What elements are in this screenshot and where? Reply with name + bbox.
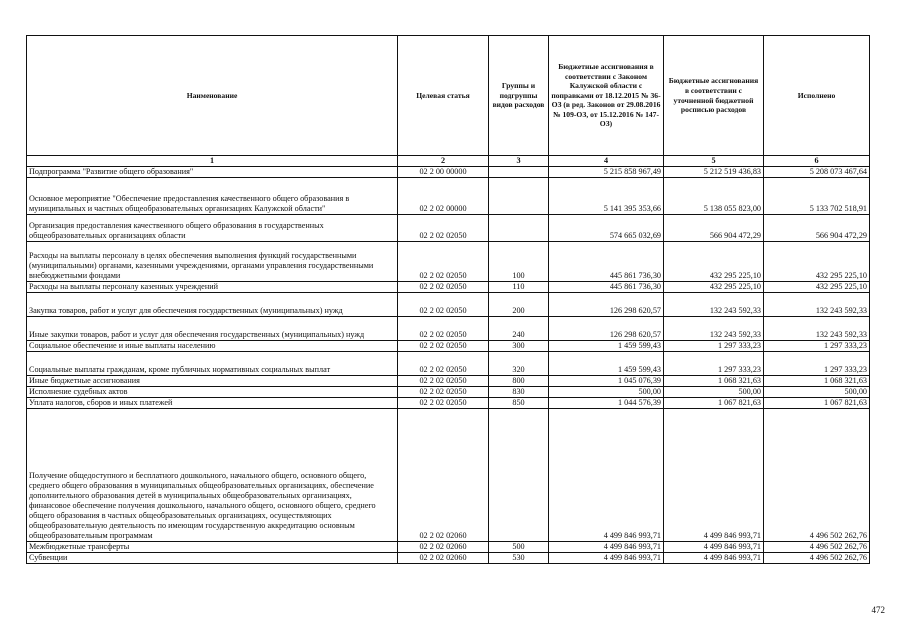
row-executed-amount: 4 496 502 262,76	[764, 553, 870, 564]
row-target-article: 02 2 02 02050	[398, 293, 489, 317]
table-row	[27, 542, 870, 553]
row-executed-amount: 132 243 592,33	[764, 293, 870, 317]
row-target-article: 02 2 02 02050	[398, 317, 489, 341]
row-target-article: 02 2 02 02050	[398, 282, 489, 293]
header-executed: Исполнено	[764, 36, 870, 156]
row-name: Расходы на выплаты персоналу в целях обеспечения выполнения функций государственными (муниципальными) органами, казенными учреждениями, органами управления государственными внебюджетными фондами	[27, 242, 398, 282]
row-executed-amount: 566 904 472,29	[764, 215, 870, 242]
table-row	[27, 282, 870, 293]
row-executed-amount: 1 297 333,23	[764, 352, 870, 376]
row-name: Исполнение судебных актов	[27, 387, 398, 398]
row-expense-group: 200	[489, 293, 549, 317]
row-target-article: 02 2 02 02050	[398, 398, 489, 409]
column-number: 2	[398, 156, 489, 167]
row-target-article: 02 2 02 02060	[398, 553, 489, 564]
budget-execution-table	[26, 35, 870, 564]
row-target-article: 02 2 02 02050	[398, 341, 489, 352]
table-row	[27, 293, 870, 317]
row-executed-amount: 5 208 073 467,64	[764, 167, 870, 178]
row-refined-amount: 1 067 821,63	[664, 398, 764, 409]
row-name: Социальные выплаты гражданам, кроме публичных нормативных социальных выплат	[27, 352, 398, 376]
row-target-article: 02 2 02 02050	[398, 387, 489, 398]
row-expense-group: 300	[489, 341, 549, 352]
row-executed-amount: 432 295 225,10	[764, 282, 870, 293]
row-target-article: 02 2 02 02050	[398, 215, 489, 242]
row-name: Субвенции	[27, 553, 398, 564]
row-law-amount: 4 499 846 993,71	[549, 409, 664, 542]
row-expense-group	[489, 167, 549, 178]
header-target-article: Целевая статья	[398, 36, 489, 156]
table-row	[27, 242, 870, 282]
column-number: 3	[489, 156, 549, 167]
row-expense-group: 530	[489, 553, 549, 564]
row-expense-group: 850	[489, 398, 549, 409]
row-refined-amount: 432 295 225,10	[664, 282, 764, 293]
row-refined-amount: 1 297 333,23	[664, 352, 764, 376]
row-name: Иные бюджетные ассигнования	[27, 376, 398, 387]
row-refined-amount: 1 068 321,63	[664, 376, 764, 387]
row-name: Уплата налогов, сборов и иных платежей	[27, 398, 398, 409]
row-target-article: 02 2 02 02050	[398, 242, 489, 282]
table-row	[27, 167, 870, 178]
row-name: Межбюджетные трансферты	[27, 542, 398, 553]
row-expense-group: 320	[489, 352, 549, 376]
header-expense-groups: Группы и подгруппы видов расходов	[489, 36, 549, 156]
row-executed-amount: 5 133 702 518,91	[764, 178, 870, 215]
row-law-amount: 5 141 395 353,66	[549, 178, 664, 215]
row-target-article: 02 2 02 02050	[398, 376, 489, 387]
page-number: 472	[871, 605, 885, 615]
row-expense-group: 800	[489, 376, 549, 387]
row-law-amount: 500,00	[549, 387, 664, 398]
row-refined-amount: 4 499 846 993,71	[664, 553, 764, 564]
row-name: Подпрограмма "Развитие общего образования"	[27, 167, 398, 178]
row-law-amount: 1 459 599,43	[549, 341, 664, 352]
table-row	[27, 376, 870, 387]
header-name: Наименование	[27, 36, 398, 156]
row-law-amount: 574 665 032,69	[549, 215, 664, 242]
row-expense-group	[489, 178, 549, 215]
row-expense-group	[489, 409, 549, 542]
row-name: Основное мероприятие "Обеспечение предоставления качественного общего образования в муниципальных и частных общеобразовательных организациях Калужской области"	[27, 178, 398, 215]
row-law-amount: 1 459 599,43	[549, 352, 664, 376]
column-number: 1	[27, 156, 398, 167]
row-expense-group: 100	[489, 242, 549, 282]
row-name: Иные закупки товаров, работ и услуг для обеспечения государственных (муниципальных) нужд	[27, 317, 398, 341]
column-number: 5	[664, 156, 764, 167]
row-law-amount: 445 861 736,30	[549, 282, 664, 293]
row-target-article: 02 2 02 02060	[398, 542, 489, 553]
row-executed-amount: 500,00	[764, 387, 870, 398]
header-refined-allocations: Бюджетные ассигнования в соответствии с уточненной бюджетной росписью расходов	[664, 36, 764, 156]
row-law-amount: 5 215 858 967,49	[549, 167, 664, 178]
row-target-article: 02 2 02 02060	[398, 409, 489, 542]
row-law-amount: 126 298 620,57	[549, 293, 664, 317]
table-row	[27, 178, 870, 215]
row-refined-amount: 5 212 519 436,83	[664, 167, 764, 178]
table-row	[27, 341, 870, 352]
row-name: Получение общедоступного и бесплатного дошкольного, начального общего, основного общего, среднего общего образования в муниципальных общеобразовательных организациях, обеспечение дополнительного образования детей в муниципальных общеобразовательных организациях, финансовое обеспечение получения дошкольного, начального общего, основного общего, среднего общего образования в частных общеобразовательных организациях, осуществляющих общеобразовательную деятельность по имеющим государственную аккредитацию основным общеобразовательным программам	[27, 409, 398, 542]
row-expense-group: 240	[489, 317, 549, 341]
table-row	[27, 553, 870, 564]
row-refined-amount: 432 295 225,10	[664, 242, 764, 282]
row-expense-group: 500	[489, 542, 549, 553]
table-row	[27, 387, 870, 398]
row-expense-group	[489, 215, 549, 242]
row-refined-amount: 1 297 333,23	[664, 341, 764, 352]
row-refined-amount: 132 243 592,33	[664, 317, 764, 341]
column-number: 6	[764, 156, 870, 167]
row-target-article: 02 2 02 02050	[398, 352, 489, 376]
column-number-row	[27, 156, 870, 167]
row-law-amount: 1 044 576,39	[549, 398, 664, 409]
row-executed-amount: 4 496 502 262,76	[764, 409, 870, 542]
table-row	[27, 317, 870, 341]
row-executed-amount: 132 243 592,33	[764, 317, 870, 341]
row-law-amount: 126 298 620,57	[549, 317, 664, 341]
row-law-amount: 4 499 846 993,71	[549, 553, 664, 564]
row-refined-amount: 4 499 846 993,71	[664, 409, 764, 542]
row-name: Расходы на выплаты персоналу казенных учреждений	[27, 282, 398, 293]
row-target-article: 02 2 00 00000	[398, 167, 489, 178]
row-refined-amount: 500,00	[664, 387, 764, 398]
table-row	[27, 215, 870, 242]
row-executed-amount: 1 068 321,63	[764, 376, 870, 387]
row-refined-amount: 4 499 846 993,71	[664, 542, 764, 553]
table-row	[27, 398, 870, 409]
row-executed-amount: 1 297 333,23	[764, 341, 870, 352]
row-target-article: 02 2 02 00000	[398, 178, 489, 215]
row-expense-group: 110	[489, 282, 549, 293]
row-refined-amount: 566 904 472,29	[664, 215, 764, 242]
row-law-amount: 4 499 846 993,71	[549, 542, 664, 553]
row-executed-amount: 432 295 225,10	[764, 242, 870, 282]
row-law-amount: 1 045 076,39	[549, 376, 664, 387]
row-executed-amount: 1 067 821,63	[764, 398, 870, 409]
row-refined-amount: 5 138 055 823,00	[664, 178, 764, 215]
row-refined-amount: 132 243 592,33	[664, 293, 764, 317]
row-name: Закупка товаров, работ и услуг для обеспечения государственных (муниципальных) нужд	[27, 293, 398, 317]
row-name: Социальное обеспечение и иные выплаты населению	[27, 341, 398, 352]
table-row	[27, 409, 870, 542]
row-law-amount: 445 861 736,30	[549, 242, 664, 282]
column-number: 4	[549, 156, 664, 167]
header-law-allocations: Бюджетные ассигнования в соответствии с Законом Калужской области с поправками от 18.12.2015 № 36-ОЗ (в ред. Законов от 29.08.2016 № 109-ОЗ, от 15.12.2016 № 147-ОЗ)	[549, 36, 664, 156]
row-executed-amount: 4 496 502 262,76	[764, 542, 870, 553]
row-name: Организация предоставления качественного общего образования в государственных общеобразовательных организациях области	[27, 215, 398, 242]
table-row	[27, 352, 870, 376]
table-body	[27, 167, 870, 564]
row-expense-group: 830	[489, 387, 549, 398]
